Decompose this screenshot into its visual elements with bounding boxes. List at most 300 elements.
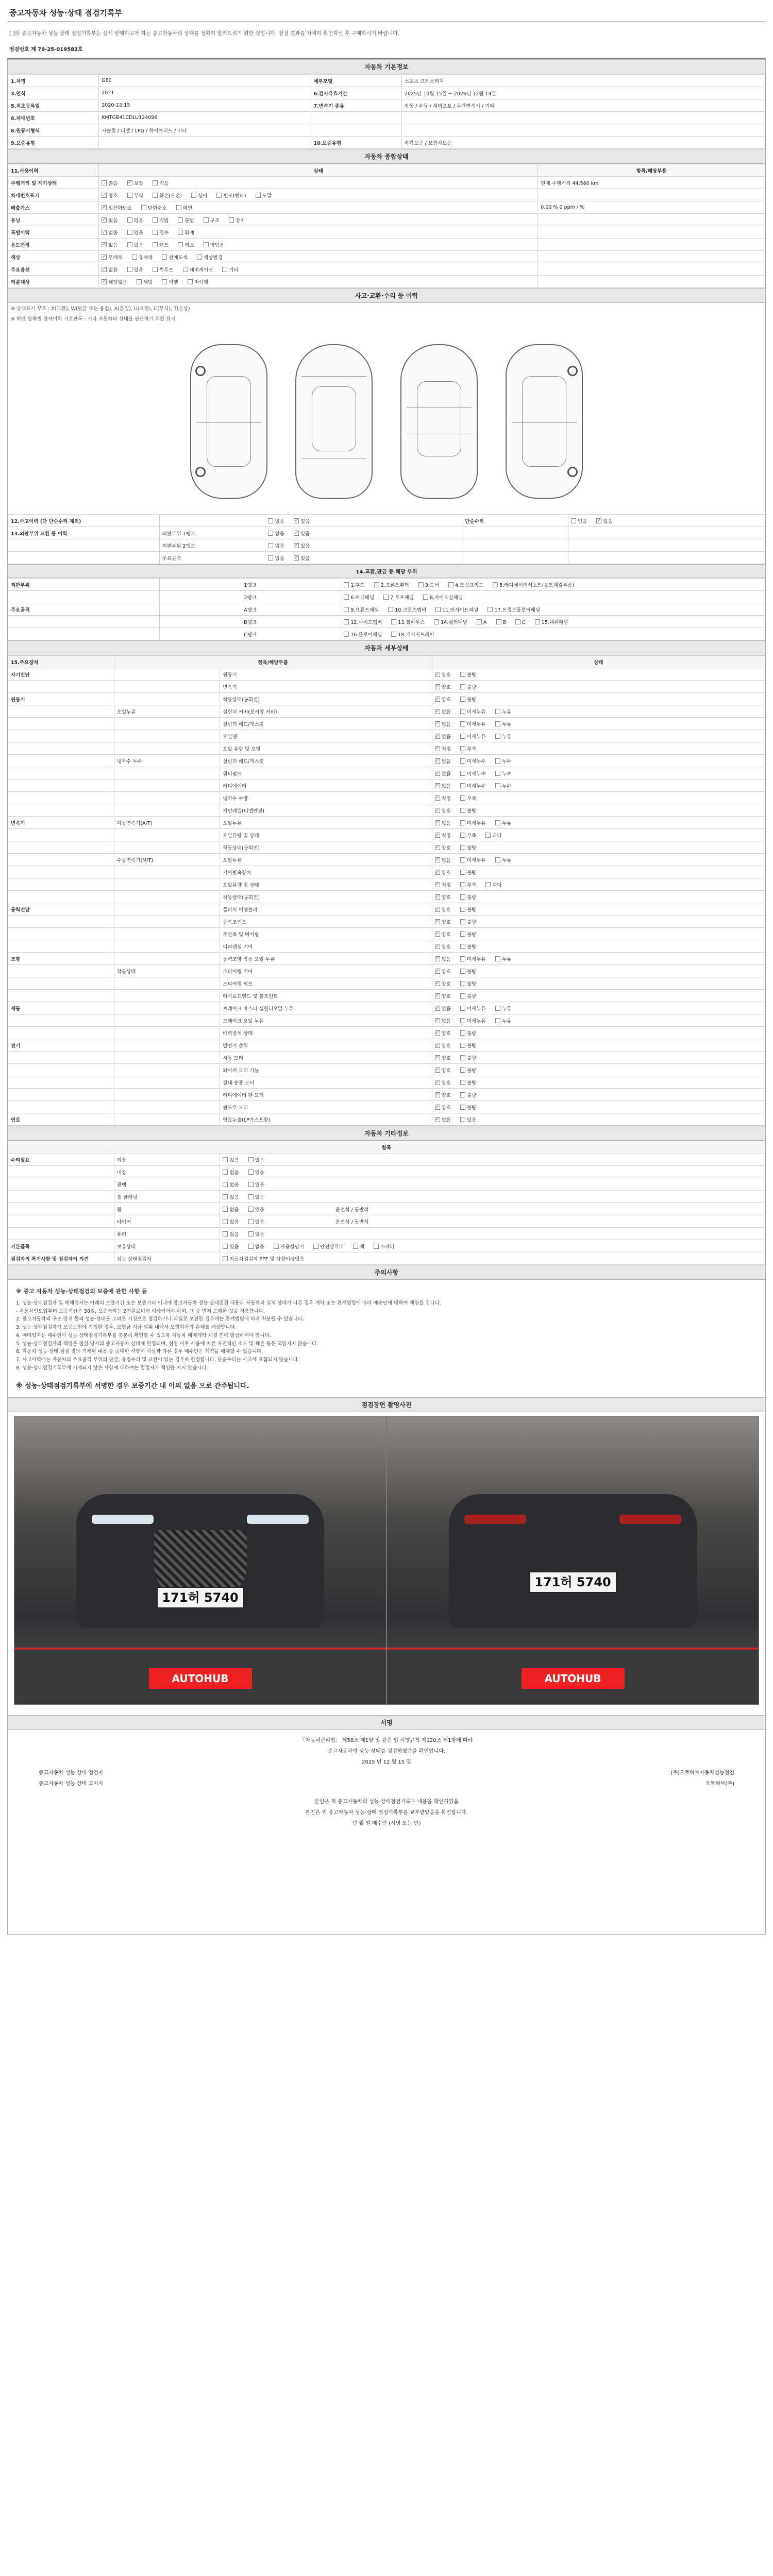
checkbox-icon[interactable] [460, 734, 465, 739]
parts-option[interactable] [344, 632, 382, 638]
checkbox-icon[interactable] [460, 1080, 465, 1085]
general-option[interactable] [153, 267, 174, 273]
parts-option[interactable] [448, 583, 483, 588]
general-option[interactable] [102, 181, 117, 187]
checkbox-icon[interactable] [127, 193, 132, 198]
checkbox-icon[interactable] [383, 595, 389, 600]
checkbox-icon[interactable] [485, 882, 491, 887]
detail-option[interactable] [460, 734, 486, 740]
checkbox-icon[interactable] [435, 1092, 440, 1097]
checkbox-icon[interactable] [435, 882, 440, 887]
checkbox-icon[interactable] [460, 709, 465, 714]
detail-option[interactable] [460, 907, 476, 913]
checkbox-icon[interactable] [496, 619, 501, 624]
checkbox-icon[interactable] [435, 758, 440, 764]
detail-option[interactable] [460, 796, 476, 802]
checkbox-icon[interactable] [313, 1244, 318, 1249]
checkbox-icon[interactable] [127, 217, 132, 223]
checkbox-icon[interactable] [178, 217, 183, 223]
detail-option[interactable] [435, 734, 451, 740]
detail-option[interactable] [435, 1105, 451, 1111]
parts-option[interactable] [435, 607, 478, 613]
checkbox-icon[interactable] [435, 684, 440, 689]
extra-option[interactable] [248, 1232, 264, 1238]
checkbox-icon[interactable] [495, 956, 500, 961]
checkbox-icon[interactable] [204, 242, 209, 247]
checkbox-icon[interactable] [460, 845, 465, 850]
parts-option[interactable] [496, 620, 507, 625]
checkbox-icon[interactable] [477, 619, 482, 624]
detail-option[interactable] [435, 883, 451, 888]
checkbox-icon[interactable] [460, 894, 465, 900]
detail-option[interactable] [495, 709, 511, 715]
checkbox-icon[interactable] [153, 217, 158, 223]
general-option[interactable] [102, 218, 117, 224]
general-option[interactable] [102, 255, 123, 261]
checkbox-icon[interactable] [435, 931, 440, 937]
detail-option[interactable] [435, 685, 451, 690]
checkbox-icon[interactable] [495, 758, 500, 764]
checkbox-icon[interactable] [515, 619, 520, 624]
checkbox-icon[interactable] [188, 279, 193, 284]
general-option[interactable] [197, 255, 223, 261]
general-option[interactable] [188, 280, 209, 285]
checkbox-icon[interactable] [344, 582, 349, 587]
checkbox-icon[interactable] [596, 518, 601, 523]
detail-option[interactable] [495, 858, 511, 863]
checkbox-icon[interactable] [102, 193, 107, 198]
detail-option[interactable] [435, 697, 451, 703]
detail-option[interactable] [435, 932, 451, 938]
checkbox-icon[interactable] [294, 531, 299, 536]
checkbox-icon[interactable] [268, 531, 273, 536]
checkbox-icon[interactable] [493, 582, 498, 587]
general-option[interactable] [102, 193, 117, 199]
detail-option[interactable] [435, 994, 451, 999]
checkbox-icon[interactable] [374, 1244, 379, 1249]
general-option[interactable] [256, 193, 272, 199]
checkbox-icon[interactable] [248, 1194, 254, 1199]
checkbox-icon[interactable] [435, 1055, 440, 1060]
extra-option[interactable] [248, 1158, 264, 1163]
parts-option[interactable] [344, 595, 374, 601]
checkbox-icon[interactable] [423, 595, 428, 600]
checkbox-icon[interactable] [268, 518, 273, 523]
checkbox-icon[interactable] [353, 1244, 358, 1249]
detail-option[interactable] [460, 784, 486, 789]
checkbox-icon[interactable] [435, 993, 440, 998]
checkbox-icon[interactable] [435, 746, 440, 751]
detail-option[interactable] [435, 1006, 451, 1012]
detail-option[interactable] [435, 759, 451, 765]
checkbox-icon[interactable] [374, 582, 379, 587]
parts-option[interactable] [434, 620, 467, 625]
general-option[interactable] [127, 267, 143, 273]
checkbox-icon[interactable] [223, 1207, 228, 1212]
checkbox-icon[interactable] [127, 230, 132, 235]
extra-option[interactable] [274, 1244, 304, 1250]
checkbox-icon[interactable] [294, 543, 299, 548]
general-option[interactable] [102, 230, 117, 236]
checkbox-icon[interactable] [435, 1080, 440, 1085]
checkbox-icon[interactable] [153, 267, 158, 272]
checkbox-icon[interactable] [460, 944, 465, 949]
accident-2-option[interactable] [571, 519, 587, 524]
general-option[interactable] [204, 218, 220, 224]
detail-option[interactable] [495, 1019, 511, 1024]
general-option[interactable] [127, 193, 143, 199]
detail-option[interactable] [460, 722, 486, 727]
general-option[interactable] [162, 255, 188, 261]
general-option[interactable] [153, 243, 169, 248]
parts-option[interactable] [515, 620, 526, 625]
detail-option[interactable] [460, 759, 486, 765]
extra-option[interactable] [223, 1244, 239, 1250]
detail-option[interactable] [460, 821, 486, 826]
general-option[interactable] [153, 218, 169, 224]
detail-option[interactable] [435, 1031, 451, 1037]
general-option[interactable] [102, 267, 117, 273]
parts-option[interactable] [423, 595, 463, 601]
checkbox-icon[interactable] [460, 870, 465, 875]
checkbox-icon[interactable] [435, 919, 440, 924]
checkbox-icon[interactable] [153, 180, 158, 185]
checkbox-icon[interactable] [344, 595, 349, 600]
detail-option[interactable] [495, 957, 511, 962]
checkbox-icon[interactable] [495, 1018, 500, 1023]
extra-option[interactable] [223, 1232, 239, 1238]
checkbox-icon[interactable] [460, 882, 465, 887]
detail-option[interactable] [435, 907, 451, 913]
checkbox-icon[interactable] [132, 255, 137, 260]
checkbox-icon[interactable] [178, 230, 183, 235]
detail-option[interactable] [435, 1080, 451, 1086]
checkbox-icon[interactable] [460, 833, 465, 838]
detail-option[interactable] [435, 920, 451, 925]
general-option[interactable] [102, 243, 117, 248]
detail-option[interactable] [460, 1031, 476, 1037]
checkbox-icon[interactable] [460, 919, 465, 924]
checkbox-icon[interactable] [460, 1043, 465, 1048]
extra-option[interactable] [374, 1244, 395, 1250]
checkbox-icon[interactable] [435, 969, 440, 974]
checkbox-icon[interactable] [102, 230, 107, 235]
detail-option[interactable] [435, 870, 451, 876]
checkbox-icon[interactable] [460, 969, 465, 974]
extra-option[interactable] [313, 1244, 344, 1250]
checkbox-icon[interactable] [223, 1256, 228, 1261]
parts-option[interactable] [383, 595, 414, 601]
extra-option[interactable] [353, 1244, 364, 1250]
detail-option[interactable] [435, 957, 451, 962]
detail-option[interactable] [435, 944, 451, 950]
extra-option[interactable] [248, 1182, 264, 1188]
checkbox-icon[interactable] [435, 795, 440, 801]
general-option[interactable] [127, 230, 143, 236]
detail-option[interactable] [495, 759, 511, 765]
checkbox-icon[interactable] [485, 833, 491, 838]
detail-option[interactable] [460, 883, 476, 888]
detail-option[interactable] [460, 932, 476, 938]
detail-option[interactable] [460, 981, 476, 987]
general-option[interactable] [222, 267, 238, 273]
extra-option[interactable] [248, 1195, 264, 1200]
checkbox-icon[interactable] [102, 279, 107, 284]
checkbox-icon[interactable] [460, 758, 465, 764]
general-option[interactable] [127, 181, 143, 187]
detail-option[interactable] [435, 1043, 451, 1049]
checkbox-icon[interactable] [435, 894, 440, 900]
checkbox-icon[interactable] [435, 820, 440, 825]
general-option[interactable] [141, 206, 167, 211]
parts-option[interactable] [388, 607, 426, 613]
checkbox-icon[interactable] [435, 783, 440, 788]
checkbox-icon[interactable] [460, 721, 465, 726]
accident-option[interactable] [294, 556, 310, 562]
checkbox-icon[interactable] [191, 193, 196, 198]
accident-2-option[interactable] [596, 519, 612, 524]
checkbox-icon[interactable] [344, 632, 349, 637]
checkbox-icon[interactable] [216, 193, 222, 198]
detail-option[interactable] [460, 1093, 476, 1098]
checkbox-icon[interactable] [495, 1006, 500, 1011]
checkbox-icon[interactable] [495, 783, 500, 788]
general-option[interactable] [132, 255, 153, 261]
checkbox-icon[interactable] [435, 808, 440, 813]
checkbox-icon[interactable] [495, 857, 500, 862]
checkbox-icon[interactable] [435, 833, 440, 838]
checkbox-icon[interactable] [435, 1018, 440, 1023]
general-option[interactable] [162, 280, 178, 285]
checkbox-icon[interactable] [435, 956, 440, 961]
detail-option[interactable] [495, 1006, 511, 1012]
checkbox-icon[interactable] [460, 746, 465, 751]
checkbox-icon[interactable] [248, 1157, 254, 1162]
checkbox-icon[interactable] [460, 1067, 465, 1073]
checkbox-icon[interactable] [248, 1231, 254, 1236]
checkbox-icon[interactable] [153, 193, 158, 198]
detail-option[interactable] [460, 858, 486, 863]
checkbox-icon[interactable] [222, 267, 227, 272]
detail-option[interactable] [435, 771, 451, 777]
checkbox-icon[interactable] [460, 1018, 465, 1023]
checkbox-icon[interactable] [223, 1231, 228, 1236]
detail-option[interactable] [460, 771, 486, 777]
checkbox-icon[interactable] [268, 543, 273, 548]
detail-option[interactable] [460, 747, 476, 752]
checkbox-icon[interactable] [488, 607, 493, 612]
detail-option[interactable] [495, 771, 511, 777]
detail-option[interactable] [435, 796, 451, 802]
extra-option[interactable] [223, 1257, 304, 1262]
checkbox-icon[interactable] [435, 734, 440, 739]
checkbox-icon[interactable] [223, 1182, 228, 1187]
general-option[interactable] [178, 230, 194, 236]
checkbox-icon[interactable] [435, 981, 440, 986]
detail-option[interactable] [460, 994, 476, 999]
general-option[interactable] [204, 243, 225, 248]
checkbox-icon[interactable] [344, 619, 349, 624]
detail-option[interactable] [435, 808, 451, 814]
checkbox-icon[interactable] [460, 981, 465, 986]
detail-option[interactable] [460, 1006, 486, 1012]
detail-option[interactable] [435, 981, 451, 987]
checkbox-icon[interactable] [248, 1244, 254, 1249]
accident-option[interactable] [294, 544, 310, 549]
accident-option[interactable] [268, 544, 284, 549]
checkbox-icon[interactable] [460, 993, 465, 998]
checkbox-icon[interactable] [256, 193, 261, 198]
detail-option[interactable] [460, 808, 476, 814]
checkbox-icon[interactable] [460, 795, 465, 801]
checkbox-icon[interactable] [460, 672, 465, 677]
checkbox-icon[interactable] [127, 242, 132, 247]
parts-option[interactable] [344, 620, 382, 625]
checkbox-icon[interactable] [223, 1157, 228, 1162]
checkbox-icon[interactable] [460, 1092, 465, 1097]
checkbox-icon[interactable] [102, 217, 107, 223]
detail-option[interactable] [460, 685, 476, 690]
detail-option[interactable] [435, 821, 451, 826]
parts-option[interactable] [418, 583, 439, 588]
detail-option[interactable] [460, 870, 476, 876]
checkbox-icon[interactable] [229, 217, 234, 223]
checkbox-icon[interactable] [153, 242, 158, 247]
checkbox-icon[interactable] [294, 518, 299, 523]
checkbox-icon[interactable] [495, 721, 500, 726]
general-option[interactable] [191, 193, 207, 199]
detail-option[interactable] [435, 1093, 451, 1098]
checkbox-icon[interactable] [294, 555, 299, 561]
accident-option[interactable] [268, 556, 284, 562]
checkbox-icon[interactable] [460, 783, 465, 788]
detail-option[interactable] [435, 1019, 451, 1024]
checkbox-icon[interactable] [102, 242, 107, 247]
detail-option[interactable] [460, 709, 486, 715]
checkbox-icon[interactable] [102, 180, 107, 185]
parts-option[interactable] [493, 583, 574, 588]
detail-option[interactable] [460, 1019, 486, 1024]
detail-option[interactable] [435, 709, 451, 715]
checkbox-icon[interactable] [435, 1105, 440, 1110]
checkbox-icon[interactable] [460, 857, 465, 862]
checkbox-icon[interactable] [344, 607, 349, 612]
checkbox-icon[interactable] [434, 619, 439, 624]
checkbox-icon[interactable] [176, 205, 181, 210]
parts-option[interactable] [477, 620, 487, 625]
detail-option[interactable] [435, 895, 451, 901]
checkbox-icon[interactable] [495, 734, 500, 739]
detail-option[interactable] [460, 1068, 476, 1074]
checkbox-icon[interactable] [435, 721, 440, 726]
general-option[interactable] [137, 280, 153, 285]
checkbox-icon[interactable] [435, 771, 440, 776]
checkbox-icon[interactable] [435, 907, 440, 912]
checkbox-icon[interactable] [435, 607, 441, 612]
checkbox-icon[interactable] [388, 607, 393, 612]
extra-option[interactable] [248, 1207, 264, 1213]
detail-option[interactable] [460, 1105, 476, 1111]
parts-option[interactable] [391, 620, 425, 625]
general-option[interactable] [153, 181, 169, 187]
detail-option[interactable] [435, 858, 451, 863]
general-option[interactable] [153, 230, 169, 236]
parts-option[interactable] [391, 632, 434, 638]
checkbox-icon[interactable] [460, 771, 465, 776]
checkbox-icon[interactable] [460, 956, 465, 961]
extra-option[interactable] [223, 1182, 239, 1188]
checkbox-icon[interactable] [141, 205, 146, 210]
checkbox-icon[interactable] [223, 1170, 228, 1175]
checkbox-icon[interactable] [248, 1170, 254, 1175]
detail-option[interactable] [485, 883, 501, 888]
checkbox-icon[interactable] [495, 771, 500, 776]
general-option[interactable] [176, 206, 192, 211]
detail-option[interactable] [435, 1117, 451, 1123]
checkbox-icon[interactable] [183, 267, 188, 272]
extra-option[interactable] [248, 1219, 264, 1225]
detail-option[interactable] [460, 845, 476, 851]
detail-option[interactable] [495, 722, 511, 727]
checkbox-icon[interactable] [391, 632, 396, 637]
checkbox-icon[interactable] [448, 582, 453, 587]
checkbox-icon[interactable] [102, 267, 107, 272]
extra-option[interactable] [223, 1158, 239, 1163]
extra-option[interactable] [223, 1195, 239, 1200]
detail-option[interactable] [460, 833, 476, 839]
checkbox-icon[interactable] [435, 709, 440, 714]
general-option[interactable] [127, 243, 143, 248]
checkbox-icon[interactable] [435, 857, 440, 862]
detail-option[interactable] [435, 969, 451, 975]
detail-option[interactable] [460, 672, 476, 678]
checkbox-icon[interactable] [435, 1067, 440, 1073]
detail-option[interactable] [460, 1080, 476, 1086]
checkbox-icon[interactable] [495, 709, 500, 714]
extra-option[interactable] [223, 1219, 239, 1225]
detail-option[interactable] [435, 845, 451, 851]
checkbox-icon[interactable] [435, 870, 440, 875]
checkbox-icon[interactable] [102, 205, 107, 210]
extra-option[interactable] [248, 1244, 264, 1250]
detail-option[interactable] [435, 1068, 451, 1074]
extra-option[interactable] [248, 1170, 264, 1176]
checkbox-icon[interactable] [223, 1244, 228, 1249]
general-option[interactable] [102, 280, 127, 285]
general-option[interactable] [178, 243, 194, 248]
checkbox-icon[interactable] [248, 1207, 254, 1212]
detail-option[interactable] [460, 1056, 476, 1061]
checkbox-icon[interactable] [162, 255, 167, 260]
parts-option[interactable] [344, 583, 364, 588]
checkbox-icon[interactable] [435, 672, 440, 677]
general-option[interactable] [102, 206, 132, 211]
checkbox-icon[interactable] [535, 619, 540, 624]
checkbox-icon[interactable] [162, 279, 167, 284]
parts-option[interactable] [374, 583, 409, 588]
general-option[interactable] [127, 218, 143, 224]
detail-option[interactable] [460, 957, 486, 962]
detail-option[interactable] [435, 784, 451, 789]
accident-option[interactable] [268, 519, 284, 524]
detail-option[interactable] [460, 1117, 476, 1123]
checkbox-icon[interactable] [460, 684, 465, 689]
detail-option[interactable] [495, 734, 511, 740]
checkbox-icon[interactable] [197, 255, 202, 260]
general-option[interactable] [216, 193, 246, 199]
checkbox-icon[interactable] [460, 697, 465, 702]
checkbox-icon[interactable] [435, 1043, 440, 1048]
